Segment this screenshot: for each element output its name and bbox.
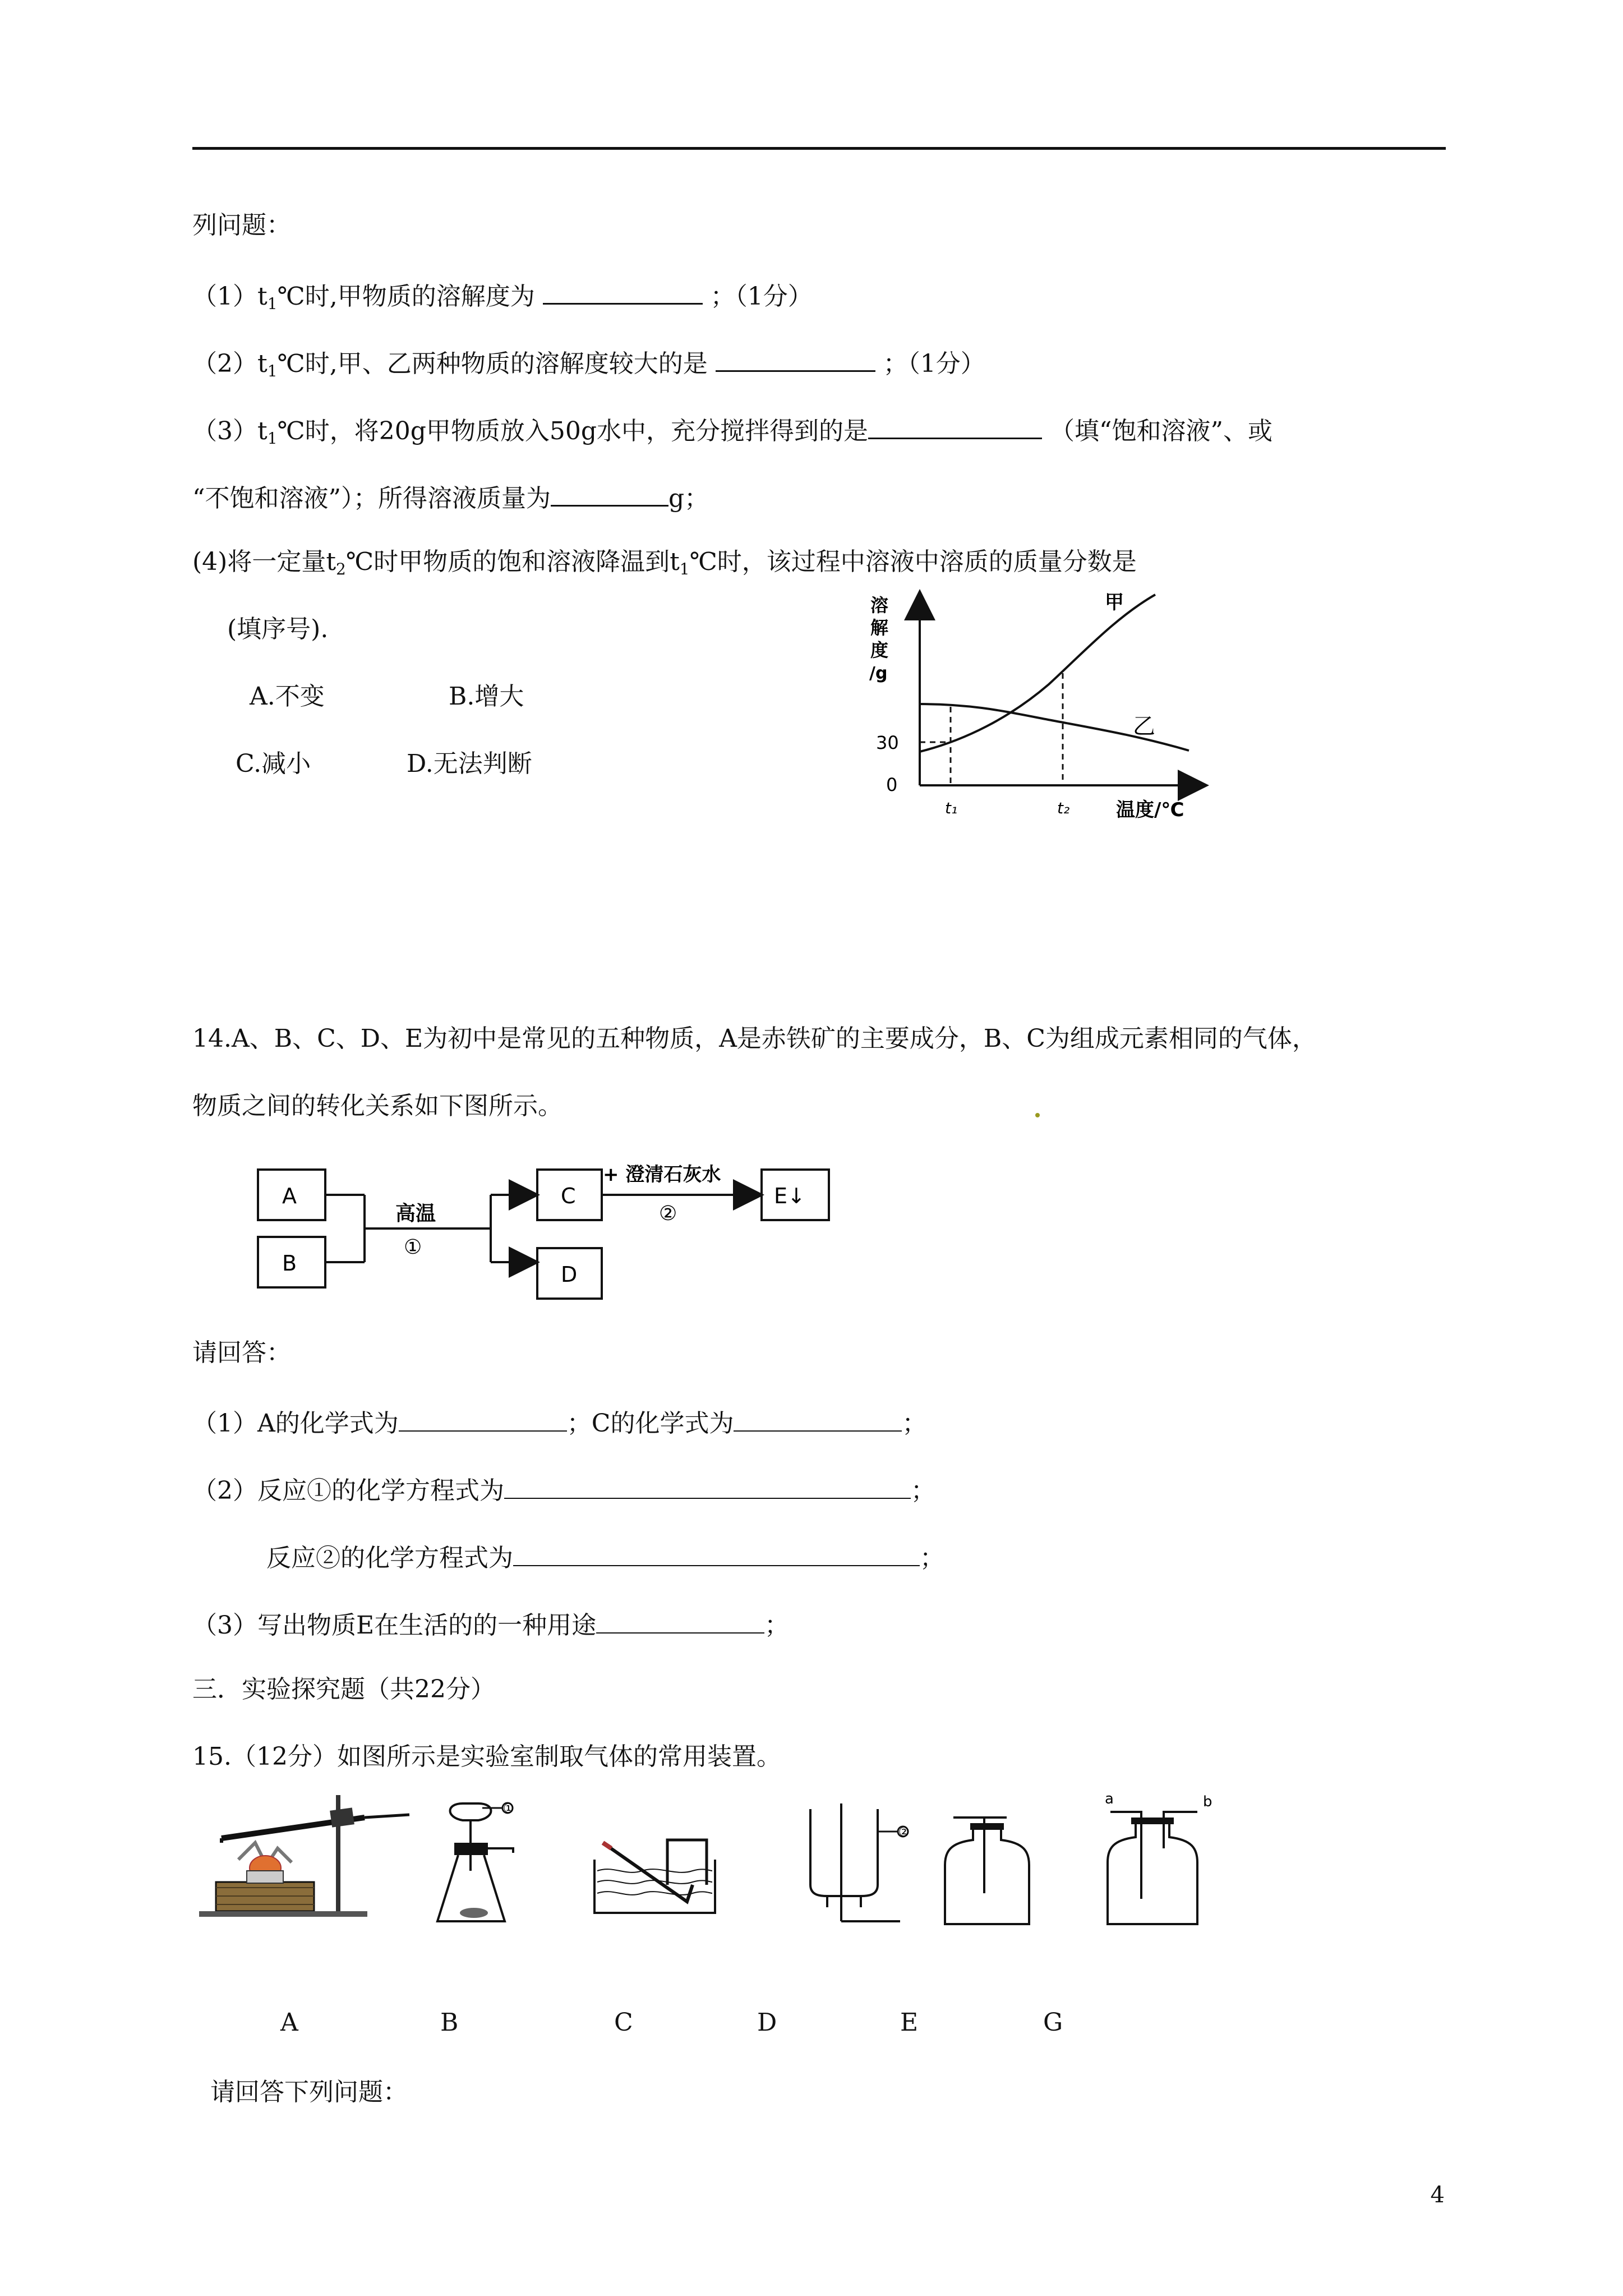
- cond-high-temp: 高温: [395, 1202, 436, 1225]
- box-b-label: B: [282, 1251, 297, 1276]
- apparatus-figure: [199, 1787, 1225, 1932]
- reaction-2: ②: [659, 1202, 677, 1225]
- q14-line1: 14.A、B、C、D、E为初中是常见的五种物质，A是赤铁矿的主要成分，B、C为组成元素相同的气体，: [192, 1024, 1317, 1053]
- answer-blank[interactable]: [543, 276, 703, 305]
- q13-part3-cont: “不饱和溶液”）；所得溶液质量为 g；: [192, 478, 709, 516]
- mark-b: b: [1203, 1793, 1212, 1810]
- answer-blank[interactable]: [596, 1605, 764, 1634]
- apparatus-label-b: B: [440, 2008, 459, 2037]
- answer-blank[interactable]: [551, 478, 668, 507]
- mark-a: a: [1105, 1791, 1114, 1807]
- box-c-label: C: [561, 1184, 576, 1208]
- q13-part2: $(2)t_1℃$时,甲、乙两种物质的溶解度较大的是 ；（1分）: [192, 343, 985, 388]
- apparatus-label-a: A: [280, 2008, 298, 2037]
- apparatus-label-d: D: [757, 2008, 777, 2037]
- apparatus-e: [945, 1818, 1029, 1924]
- q13-part3: $(3)t_1℃$时，将20g甲物质放入50g水中，充分搅拌得到的是 （填“饱和溶液”、或: [192, 411, 1272, 455]
- option-a: A.不变: [250, 682, 325, 711]
- tick-t2: t₂: [1057, 799, 1070, 817]
- apparatus-label-c: C: [614, 2008, 633, 2037]
- answer-blank[interactable]: [504, 1471, 911, 1499]
- q15-ask: 请回答下列问题：: [210, 2078, 408, 2106]
- q14-ask: 请回答：: [192, 1338, 291, 1367]
- answer-blank[interactable]: [513, 1538, 920, 1566]
- q13-intro: 列问题：: [192, 211, 291, 240]
- q14-answer2b: 反应②的化学方程式为 ；: [266, 1538, 944, 1575]
- y-label-2: 解: [870, 617, 889, 638]
- y-tick-30: 30: [876, 732, 899, 753]
- apparatus-g: [1105, 1791, 1212, 1924]
- box-d-label: D: [561, 1262, 578, 1287]
- stray-dot: [1035, 1113, 1040, 1117]
- apparatus-label-e: E: [900, 2008, 919, 2037]
- reaction-1: ①: [404, 1236, 422, 1259]
- curve-jia: [920, 595, 1155, 752]
- apparatus-a: [199, 1795, 409, 1917]
- option-b: B.增大: [449, 682, 524, 711]
- series-label-jia: 甲: [1105, 591, 1124, 614]
- section-3-heading: 三．实验探究题（共22分）: [192, 1675, 495, 1704]
- apparatus-d: [810, 1803, 910, 1921]
- q13-part4-cont: (填序号).: [227, 615, 329, 643]
- option-d: D.无法判断: [407, 749, 532, 778]
- answer-blank[interactable]: [734, 1404, 902, 1432]
- q14-answer1: （1）A的化学式为 ；C的化学式为 ；: [192, 1404, 926, 1441]
- apparatus-c: [594, 1840, 715, 1913]
- page-number: 4: [1430, 2182, 1445, 2208]
- answer-blank[interactable]: [868, 411, 1042, 439]
- mark-2: ②: [898, 1825, 910, 1839]
- series-label-yi: 乙: [1133, 714, 1155, 739]
- x-label: 温度/℃: [1116, 799, 1184, 821]
- conversion-diagram: [255, 1156, 850, 1301]
- apparatus-label-g: G: [1043, 2008, 1063, 2037]
- answer-blank[interactable]: [716, 343, 875, 372]
- box-e-label: E↓: [774, 1184, 805, 1208]
- apparatus-b: [437, 1802, 514, 1921]
- q14-line2: 物质之间的转化关系如下图所示。: [192, 1092, 562, 1120]
- q13-part4: (4)将一定量$t_2℃$时甲物质的饱和溶液降温到$t_1℃$时，该过程中溶液中溶质的质量分数是: [192, 547, 1137, 578]
- option-c: C.减小: [236, 749, 311, 778]
- mark-1: ①: [503, 1802, 514, 1816]
- solubility-graph: [864, 589, 1211, 825]
- y-label-3: 度: [870, 639, 889, 661]
- y-label-4: /g: [869, 664, 888, 683]
- q14-answer3: （3）写出物质E在生活的的一种用途 ；: [192, 1605, 789, 1642]
- answer-blank[interactable]: [399, 1404, 567, 1432]
- box-a-label: A: [282, 1184, 297, 1208]
- q14-answer2: （2）反应①的化学方程式为 ；: [192, 1471, 935, 1508]
- q13-part1: $(1)t_1℃$时,甲物质的溶解度为 ；（1分）: [192, 276, 813, 321]
- y-label-1: 溶: [870, 595, 889, 616]
- origin-label: 0: [886, 774, 898, 795]
- tick-t1: t₁: [945, 799, 958, 817]
- header-rule: [192, 147, 1446, 150]
- q15-line: 15.（12分）如图所示是实验室制取气体的常用装置。: [192, 1742, 781, 1771]
- cond-limewater: + 澄清石灰水: [603, 1163, 721, 1186]
